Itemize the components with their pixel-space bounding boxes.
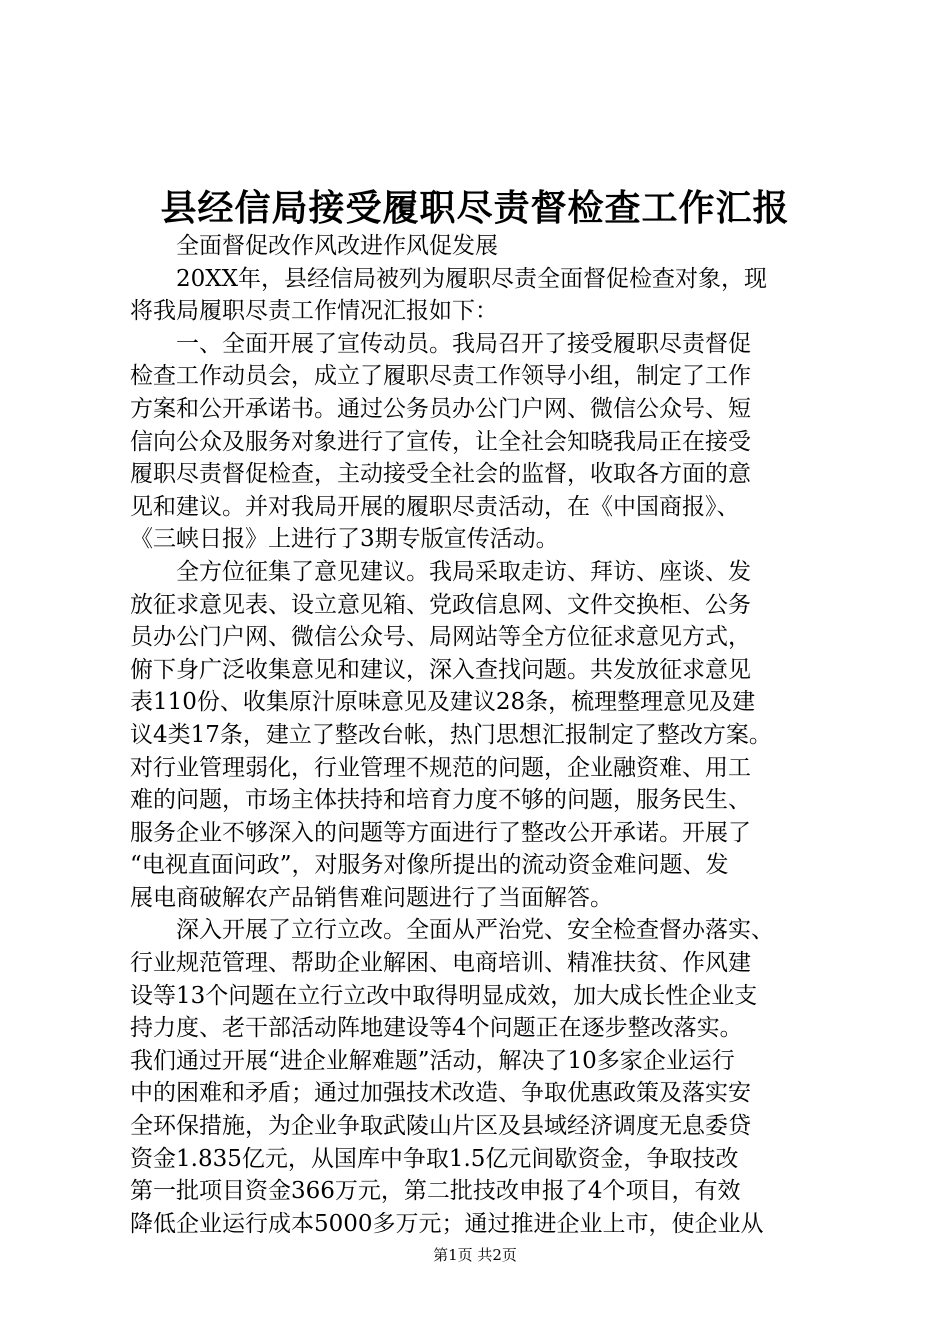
text-line: 深入开展了立行立改。全面从严治党、安全检查督办落实、 xyxy=(130,917,774,944)
text-line: 放征求意见表、设立意见箱、党政信息网、文件交换柜、公务 xyxy=(130,591,751,618)
text-line: 第一批项目资金366万元，第二批技改申报了4个项目，有效 xyxy=(130,1178,741,1205)
text-line: 20XX年，县经信局被列为履职尽责全面督促检查对象，现 xyxy=(130,265,768,292)
text-line: 降低企业运行成本5000多万元；通过推进企业上市，使企业从 xyxy=(130,1210,764,1237)
page-title: 县经信局接受履职尽责督检查工作汇报 xyxy=(160,187,790,229)
text-line: 表110份、收集原汁原味意见及建议28条，梳理整理意见及建 xyxy=(130,689,756,716)
text-line: 行业规范管理、帮助企业解困、电商培训、精准扶贫、作风建 xyxy=(130,950,751,977)
text-line: 展电商破解农产品销售难问题进行了当面解答。 xyxy=(130,884,613,911)
text-line: 一、全面开展了宣传动员。我局召开了接受履职尽责督促 xyxy=(130,330,751,357)
text-line: 方案和公开承诺书。通过公务员办公门户网、微信公众号、短 xyxy=(130,395,751,422)
text-line: 员办公门户网、微信公众号、局网站等全方位征求意见方式， xyxy=(130,624,751,651)
text-line: 中的困难和矛盾；通过加强技术改造、争取优惠政策及落实安 xyxy=(130,1080,751,1107)
text-line: 对行业管理弱化，行业管理不规范的问题，企业融资难、用工 xyxy=(130,754,751,781)
text-line: 持力度、老干部活动阵地建设等4个问题正在逐步整改落实。 xyxy=(130,1015,743,1042)
text-line: 我们通过开展“进企业解难题”活动，解决了10多家企业运行 xyxy=(130,1047,735,1074)
text-line: 难的问题，市场主体扶持和培育力度不够的问题，服务民生、 xyxy=(130,787,751,814)
text-line: 设等13个问题在立行立改中取得明显成效，加大成长性企业支 xyxy=(130,982,758,1009)
text-line: 信向公众及服务对象进行了宣传，让全社会知晓我局正在接受 xyxy=(130,428,751,455)
text-line: 全面督促改作风改进作风促发展 xyxy=(130,233,498,259)
text-line: 见和建议。并对我局开展的履职尽责活动，在《中国商报》、 xyxy=(130,493,740,520)
text-line: 全方位征集了意见建议。我局采取走访、拜访、座谈、发 xyxy=(130,558,751,585)
text-line: 服务企业不够深入的问题等方面进行了整改公开承诺。开展了 xyxy=(130,819,751,846)
document-body xyxy=(130,230,830,1240)
text-line: 资金1.835亿元，从国库中争取1.5亿元间歇资金，争取技改 xyxy=(130,1145,739,1172)
page-indicator: 第1页 共2页 xyxy=(433,1246,517,1264)
text-line: 俯下身广泛收集意见和建议，深入查找问题。共发放征求意见 xyxy=(130,656,751,683)
text-line: 全环保措施，为企业争取武陵山片区及县域经济调度无息委贷 xyxy=(130,1113,751,1140)
text-line: 将我局履职尽责工作情况汇报如下： xyxy=(130,298,498,325)
text-line: 议4类17条，建立了整改台帐，热门思想汇报制定了整改方案。 xyxy=(130,721,772,748)
text-line: 履职尽责督促检查，主动接受全社会的监督，收取各方面的意 xyxy=(130,461,751,488)
text-line: 《三峡日报》上进行了3期专版宣传活动。 xyxy=(130,526,559,553)
text-line: “电视直面问政”，对服务对像所提出的流动资金难问题、发 xyxy=(130,852,729,879)
text-line: 检查工作动员会，成立了履职尽责工作领导小组，制定了工作 xyxy=(130,363,751,390)
